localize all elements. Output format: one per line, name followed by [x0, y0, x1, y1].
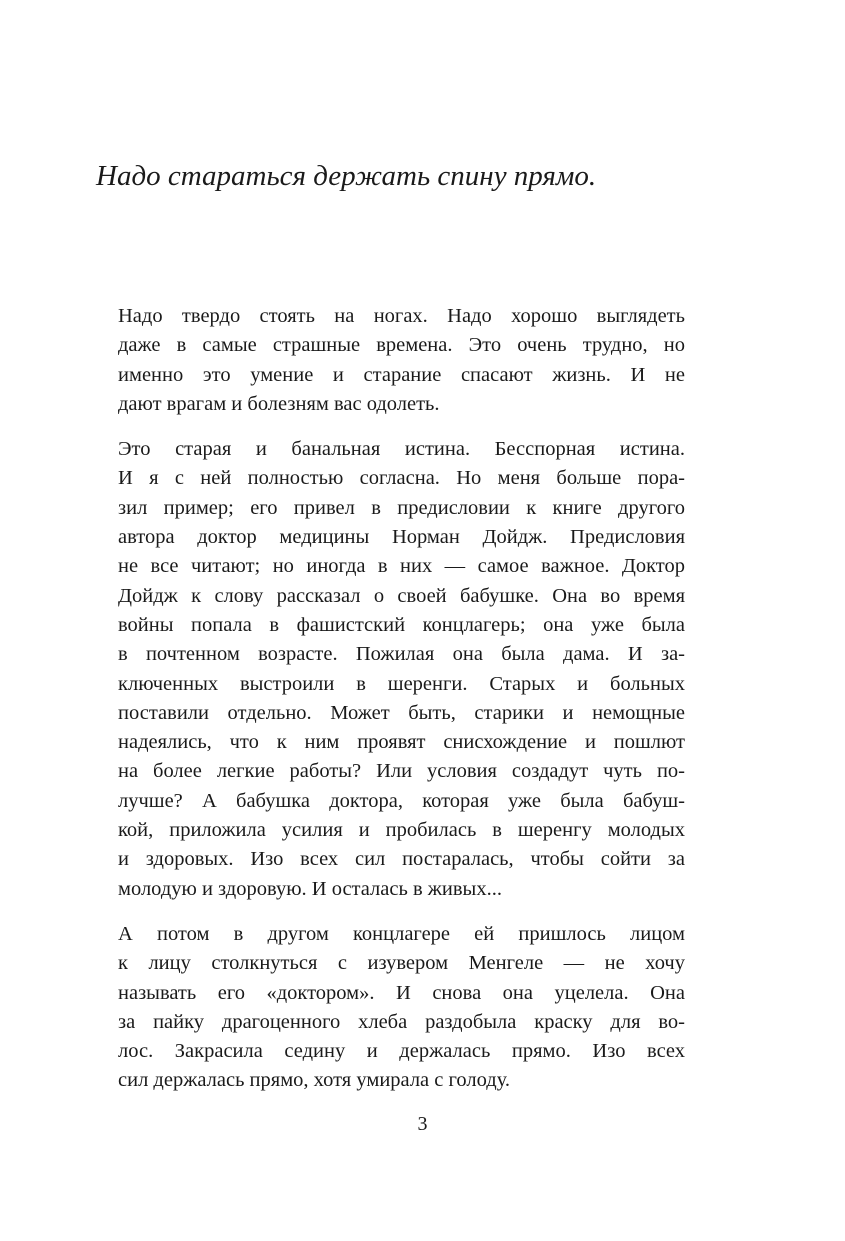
text-line: к лицу столкнуться с изувером Менгеле — не хочу [118, 952, 685, 975]
text-line: молодую и здоровую. И осталась в живых... [118, 877, 502, 900]
text-line: поставили отдельно. Может быть, старики и немощные [118, 701, 685, 724]
text-line: лучше? А бабушка доктора, которая уже была бабуш- [118, 789, 685, 812]
text-line: сил держалась прямо, хотя умирала с голоду. [118, 1069, 511, 1092]
text-line: лос. Закрасила седину и держалась прямо. Изо всех [118, 1040, 685, 1063]
text-line: и здоровых. Изо всех сил постаралась, чтобы сойти за [118, 848, 685, 871]
text-line: зил пример; его привел в предисловии к книге другого [118, 496, 685, 519]
text-line: ключенных выстроили в шеренги. Старых и больных [118, 672, 685, 695]
text-line: на более легкие работы? Или условия создадут чуть по- [118, 760, 685, 783]
text-line: дают врагам и болезням вас одолеть. [118, 392, 440, 415]
text-line: именно это умение и старание спасают жизнь. И не [118, 363, 685, 386]
text-line: в почтенном возрасте. Пожилая она была дама. И за- [118, 643, 685, 666]
text-line: автора доктор медицины Норман Дойдж. Предисловия [118, 526, 685, 549]
text-line: Дойдж к слову рассказал о своей бабушке. Она во время [118, 584, 685, 607]
text-line: А потом в другом концлагере ей пришлось лицом [118, 922, 685, 945]
text-line: называть его «доктором». И снова она уцелела. Она [118, 981, 685, 1004]
paragraph-2 [118, 435, 685, 904]
text-line: Это старая и банальная истина. Бесспорная истина. [118, 438, 685, 461]
paragraph-3 [118, 920, 685, 1096]
text-line: Надо твердо стоять на ногах. Надо хорошо выглядеть [118, 305, 685, 327]
text-line: даже в самые страшные времена. Это очень трудно, но [118, 334, 685, 357]
text-line: надеялись, что к ним проявят снисхождение и пошлют [118, 731, 685, 754]
text-line: И я с ней полностью согласна. Но меня больше пора- [118, 467, 685, 490]
paragraph-1 [118, 302, 685, 419]
text-line: не все читают; но иногда в них — самое важное. Доктор [118, 555, 685, 578]
page-number: 3 [417, 1113, 428, 1135]
text-line: войны попала в фашистский концлагерь; она уже была [118, 613, 685, 636]
text-line: за пайку драгоценного хлеба раздобыла краску для во- [118, 1010, 685, 1033]
body-text [118, 302, 685, 1112]
epigraph: Надо стараться держать спину прямо. [96, 160, 597, 192]
text-line: кой, приложила усилия и пробилась в шеренгу молодых [118, 819, 685, 842]
